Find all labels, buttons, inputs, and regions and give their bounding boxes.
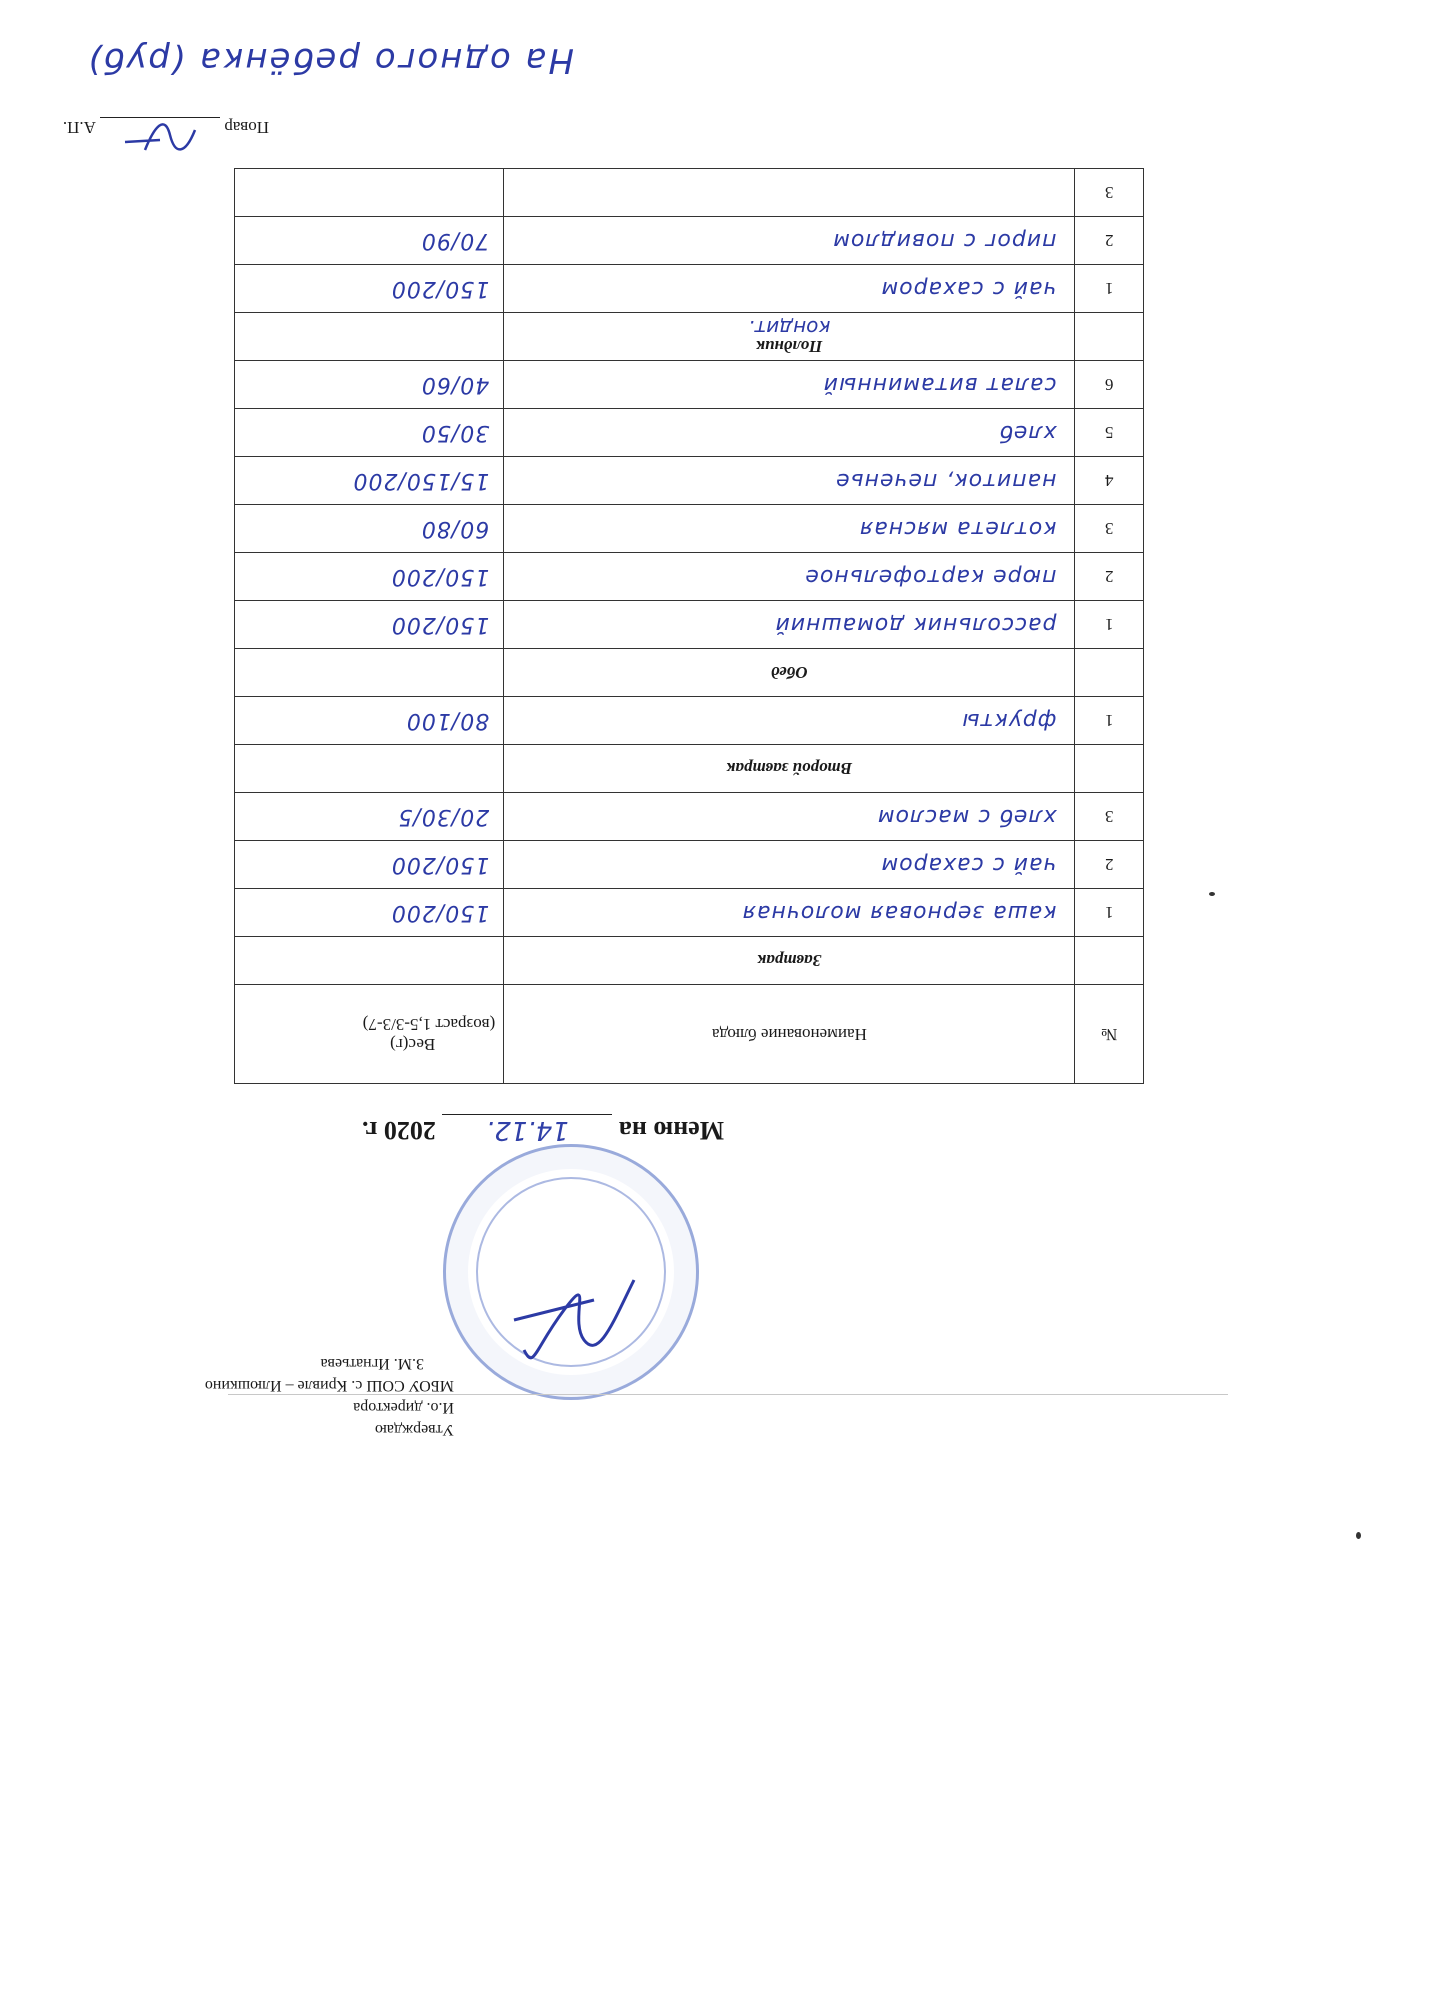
title-prefix: Меню на [618, 1116, 724, 1145]
section-snack-cell [504, 313, 1075, 361]
table-row [235, 457, 1144, 505]
table-row [235, 217, 1144, 265]
table-row [235, 889, 1144, 937]
section-row-lunch [235, 649, 1144, 697]
dish-weight: 15/150/200 [352, 468, 490, 493]
row-num: 5 [1075, 409, 1144, 457]
section-title: Завтрак [504, 937, 1075, 985]
row-num: 3 [1075, 505, 1144, 553]
dish-name: хлеб с маслом [876, 804, 1057, 829]
scan-speck [1209, 892, 1215, 896]
handwritten-note: На одного ребёнка (руб) [85, 40, 574, 80]
header-weight-line1: Вес(г) [390, 1035, 436, 1054]
header-weight [235, 985, 504, 1084]
row-num: 1 [1075, 889, 1144, 937]
dish-name: пирог с повидлом [832, 228, 1057, 253]
dish-name: каша зерновая молочная [741, 900, 1057, 925]
header-weight-line2: (возраст 1,5-3/3-7) [362, 1015, 496, 1034]
approval-line-3: МБОУ СОШ с. Кривле – Илюшкино [204, 1377, 454, 1394]
approval-line-1: Утверждаю [374, 1421, 454, 1438]
dish-weight: 150/200 [390, 900, 490, 925]
dish-weight: 40/60 [420, 372, 490, 397]
dish-weight: 30/50 [420, 420, 490, 445]
table-row [235, 793, 1144, 841]
row-num: 1 [1075, 601, 1144, 649]
row-num: 1 [1075, 697, 1144, 745]
dish-name: пюре картофельное [804, 564, 1057, 589]
scan-speck [1356, 1532, 1361, 1539]
dish-weight: 20/30/5 [397, 804, 490, 829]
section-row-breakfast [235, 937, 1144, 985]
approval-line-2: И.о. директора [353, 1399, 454, 1416]
table-row [235, 409, 1144, 457]
scan-edge-line [228, 1394, 1228, 1395]
table-row [235, 601, 1144, 649]
row-num: 2 [1075, 553, 1144, 601]
header-name: Наименование блюда [504, 985, 1075, 1084]
dish-weight: 80/100 [405, 708, 490, 733]
dish-name: хлеб [998, 420, 1057, 445]
dish-name: фрукты [961, 708, 1057, 733]
row-num: 2 [1075, 841, 1144, 889]
row-num: 4 [1075, 457, 1144, 505]
menu-date: 14.12. [442, 1114, 612, 1145]
dish-weight: 70/90 [420, 228, 490, 253]
dish-name: чай с сахаром [880, 276, 1057, 301]
row-num: 2 [1075, 217, 1144, 265]
menu-title [362, 1114, 724, 1145]
menu-table [234, 168, 1144, 1084]
header-num: № [1075, 985, 1144, 1084]
cook-signature-line [100, 117, 220, 138]
section-title: Второй завтрак [504, 745, 1075, 793]
dish-weight: 150/200 [390, 276, 490, 301]
table-row [235, 361, 1144, 409]
dish-name: рассольник домашний [774, 612, 1057, 637]
director-signature [494, 1250, 654, 1380]
dish-weight: 60/80 [420, 516, 490, 541]
table-row [235, 265, 1144, 313]
approval-line-4: З.М. Игнатьева [320, 1355, 424, 1372]
table-row [235, 553, 1144, 601]
cook-signature [120, 120, 200, 160]
section-title: Обед [504, 649, 1075, 697]
section-row-second-breakfast [235, 745, 1144, 793]
table-row [235, 169, 1144, 217]
row-num: 1 [1075, 265, 1144, 313]
dish-weight: 150/200 [390, 612, 490, 637]
table-row [235, 697, 1144, 745]
row-num: 3 [1075, 793, 1144, 841]
row-num: 6 [1075, 361, 1144, 409]
table-header-row [235, 985, 1144, 1084]
table-row [235, 505, 1144, 553]
cook-line [63, 117, 269, 138]
dish-name: напиток, печенье [835, 468, 1057, 493]
dish-weight: 150/200 [390, 852, 490, 877]
table-row [235, 841, 1144, 889]
section-row-snack [235, 313, 1144, 361]
dish-name: чай с сахаром [880, 852, 1057, 877]
approval-block [154, 1352, 454, 1440]
row-num: 3 [1075, 169, 1144, 217]
dish-name: котлета мясная [859, 516, 1057, 541]
dish-weight: 150/200 [390, 564, 490, 589]
title-year: 2020 г. [362, 1116, 436, 1145]
section-subtitle: кондит. [748, 316, 831, 341]
cook-name: А.П. [62, 118, 96, 137]
cook-label: Повар [224, 118, 269, 137]
section-title: Полдник [756, 337, 823, 357]
dish-name: салат витаминный [822, 372, 1057, 397]
